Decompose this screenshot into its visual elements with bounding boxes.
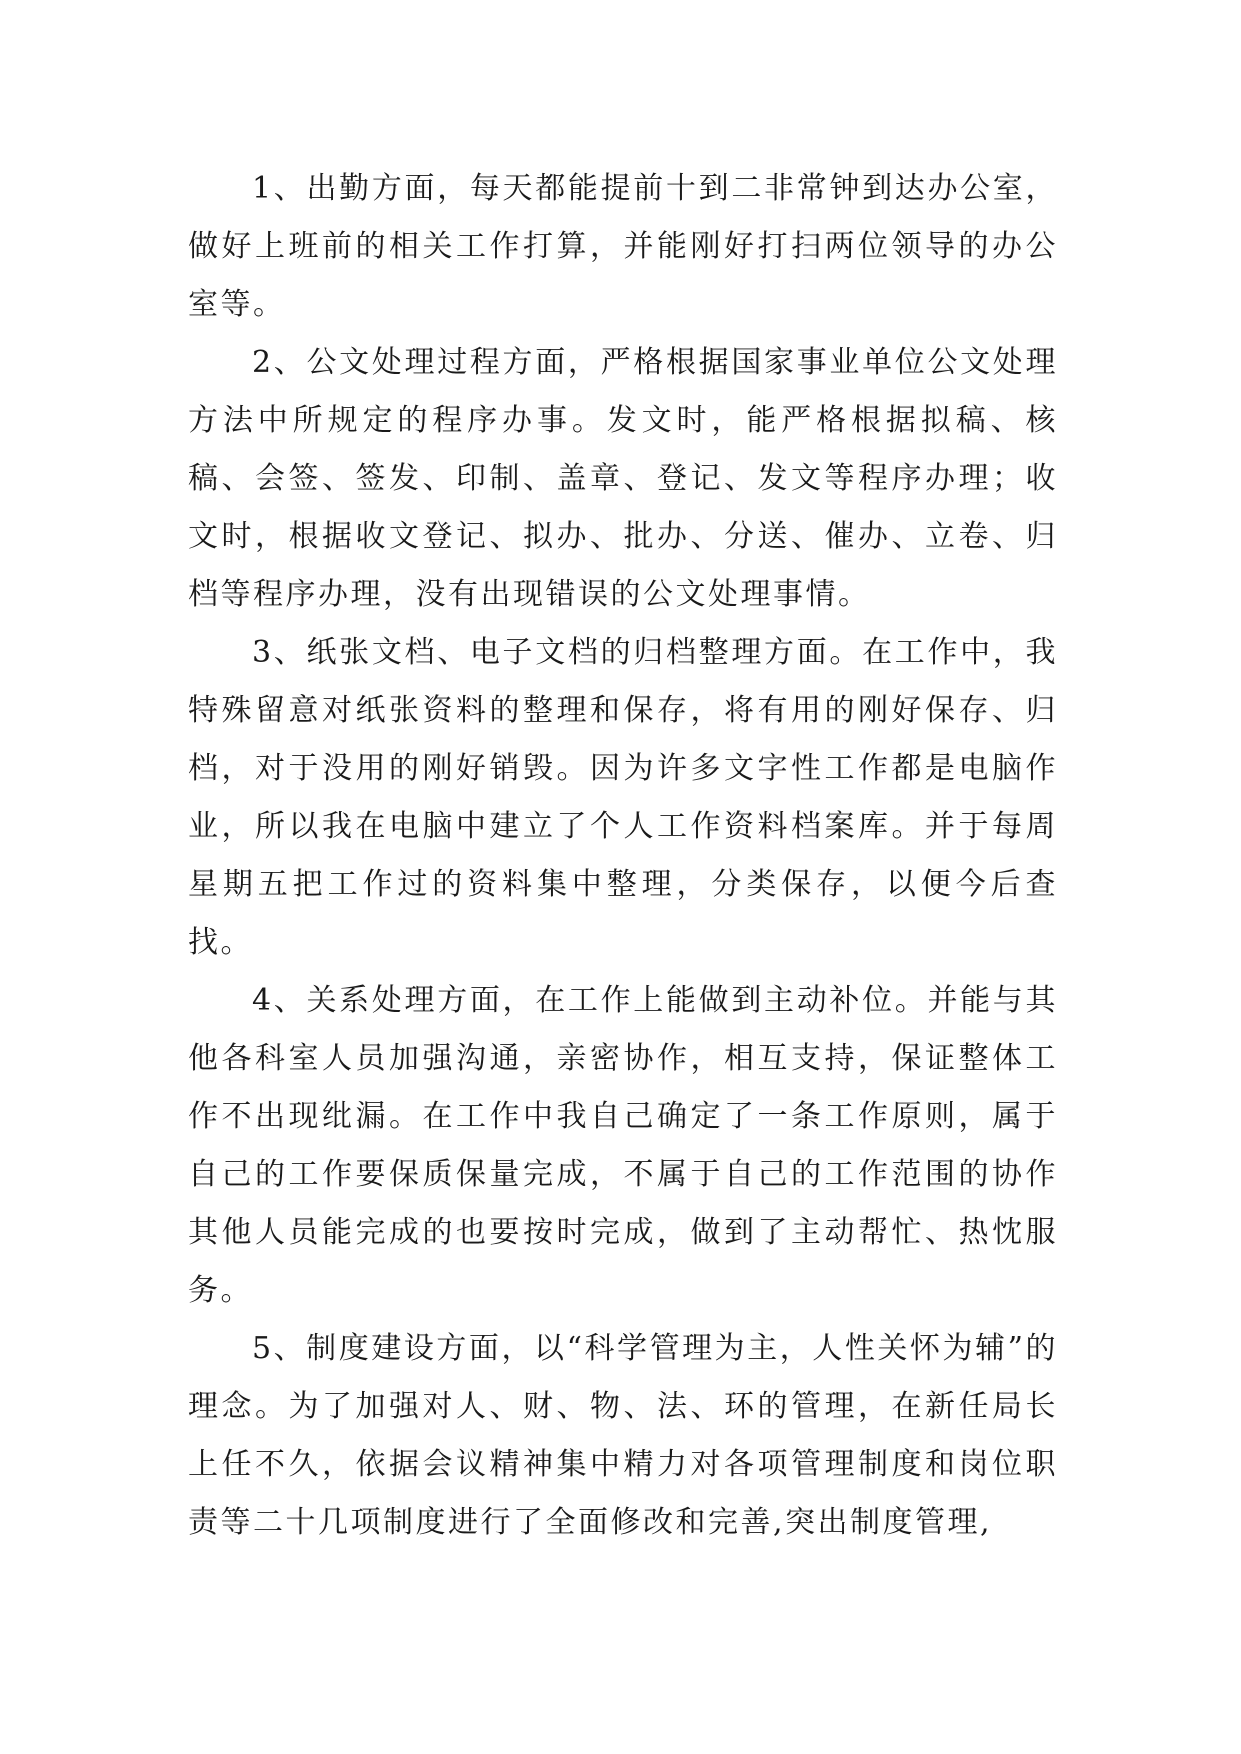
paragraph-attendance: 1、出勤方面，每天都能提前十到二非常钟到达办公室，做好上班前的相关工作打算，并能刚好打扫两位领导的办公室等。 xyxy=(188,171,1058,322)
paragraph-archiving: 3、纸张文档、电子文档的归档整理方面。在工作中，我特殊留意对纸张资料的整理和保存，将有用的刚好保存、归档，对于没用的刚好销毁。因为许多文字性工作都是电脑作业，所以我在电脑中建立了个人工作资料档案库。并于每周星期五把工作过的资料集中整理，分类保存，以便今后查找。 xyxy=(188,635,1058,960)
document-body xyxy=(188,160,1058,1552)
paragraph-relations: 4、关系处理方面，在工作上能做到主动补位。并能与其他各科室人员加强沟通，亲密协作，相互支持，保证整体工作不出现纰漏。在工作中我自己确定了一条工作原则，属于自己的工作要保质保量完成，不属于自己的工作范围的协作其他人员能完成的也要按时完成，做到了主动帮忙、热忱服务。 xyxy=(188,983,1058,1308)
paragraph-system-building: 5、制度建设方面，以“科学管理为主，人性关怀为辅”的理念。为了加强对人、财、物、法、环的管理，在新任局长上任不久，依据会议精神集中精力对各项管理制度和岗位职责等二十几项制度进行了全面修改和完善,突出制度管理, xyxy=(188,1331,1058,1540)
paragraph-document-processing: 2、公文处理过程方面，严格根据国家事业单位公文处理方法中所规定的程序办事。发文时，能严格根据拟稿、核稿、会签、签发、印制、盖章、登记、发文等程序办理；收文时，根据收文登记、拟办、批办、分送、催办、立卷、归档等程序办理，没有出现错误的公文处理事情。 xyxy=(188,345,1058,612)
